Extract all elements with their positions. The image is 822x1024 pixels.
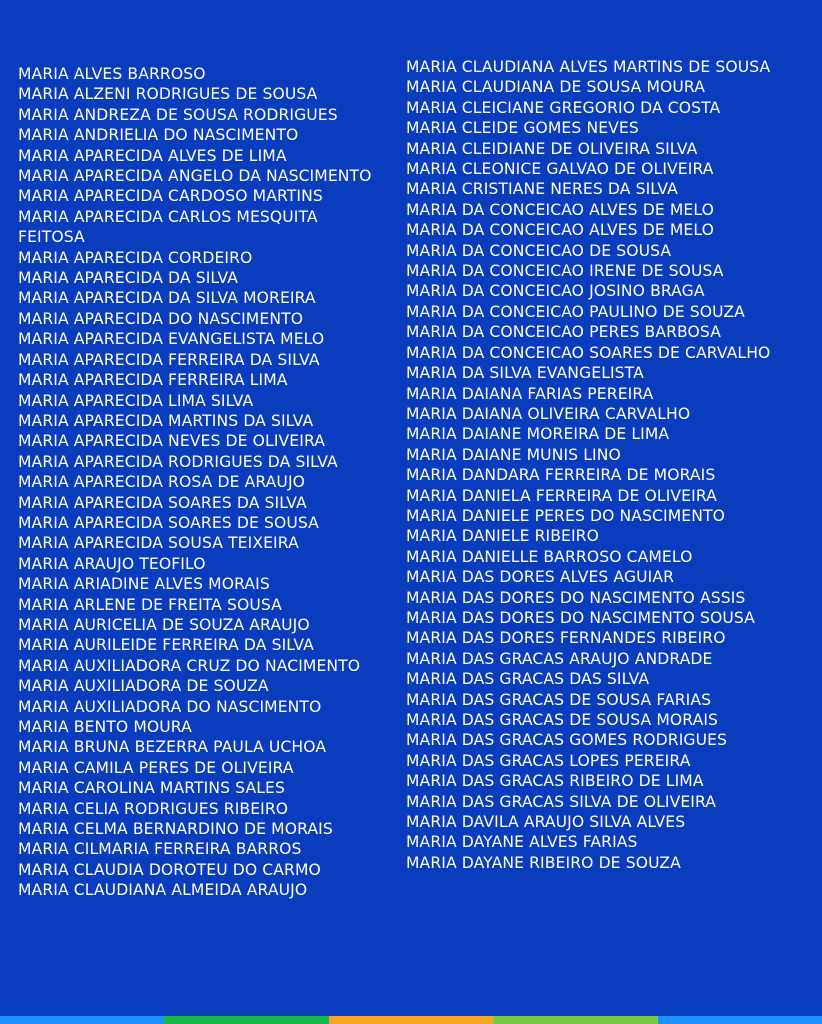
name-list-item: MARIA APARECIDA EVANGELISTA MELO — [18, 330, 325, 349]
name-list-item: MARIA DAVILA ARAUJO SILVA ALVES — [406, 813, 686, 832]
name-list-item: MARIA APARECIDA ROSA DE ARAUJO — [18, 473, 306, 492]
name-list-item: MARIA APARECIDA SOARES DA SILVA — [18, 493, 307, 512]
name-list-item: MARIA DANDARA FERREIRA DE MORAIS — [406, 466, 716, 485]
name-list-item: MARIA DA CONCEICAO SOARES DE CARVALHO — [406, 343, 771, 362]
name-list-item: MARIA BRUNA BEZERRA PAULA UCHOA — [18, 738, 327, 757]
name-list-item: MARIA CLEONICE GALVAO DE OLIVEIRA — [406, 160, 714, 179]
name-list-item: MARIA ALVES BARROSO — [18, 65, 206, 83]
name-list-item: MARIA APARECIDA LIMA SILVA — [18, 391, 254, 410]
name-list-item: MARIA CLAUDIANA ALMEIDA ARAUJO — [18, 881, 308, 900]
name-list-item: MARIA AUXILIADORA CRUZ DO NACIMENTO — [18, 656, 361, 675]
name-list-item: MARIA DAYANE RIBEIRO DE SOUZA — [406, 853, 681, 872]
name-list-item: MARIA DAIANE MUNIS LINO — [406, 445, 621, 464]
name-list-item: MARIA DAS GRACAS DE SOUSA MORAIS — [406, 711, 719, 729]
name-list-item: MARIA DAS GRACAS LOPES PEREIRA — [406, 751, 691, 770]
name-list-item: MARIA AURICELIA DE SOUZA ARAUJO — [18, 615, 310, 634]
name-list-item: MARIA CAROLINA MARTINS SALES — [18, 779, 285, 798]
name-list-item: MARIA DA CONCEICAO PAULINO DE SOUZA — [406, 302, 745, 321]
name-list-item: MARIA ARLENE DE FREITA SOUSA — [18, 595, 282, 614]
name-list-item: MARIA APARECIDA NEVES DE OLIVEIRA — [18, 432, 326, 451]
name-list-item: MARIA ARAUJO TEOFILO — [18, 554, 206, 573]
name-list-item: MARIA DA SILVA EVANGELISTA — [406, 364, 644, 383]
name-list-item: MARIA APARECIDA CARDOSO MARTINS — [18, 187, 323, 206]
name-list-item: MARIA APARECIDA DA SILVA — [18, 269, 239, 288]
name-list-item: MARIA AURILEIDE FERREIRA DA SILVA — [18, 636, 314, 655]
name-list-item: MARIA APARECIDA CORDEIRO — [18, 248, 253, 267]
name-list-item: MARIA APARECIDA MARTINS DA SILVA — [18, 411, 314, 430]
name-list-item: MARIA DAS DORES FERNANDES RIBEIRO — [406, 629, 726, 648]
name-list-item: MARIA DAS DORES ALVES AGUIAR — [406, 568, 675, 587]
name-list-item: MARIA APARECIDA CARLOS MESQUITA FEITOSA — [18, 207, 318, 247]
name-list-item: MARIA ANDRIELIA DO NASCIMENTO — [18, 126, 299, 145]
name-list-item: MARIA DA CONCEICAO JOSINO BRAGA — [406, 282, 705, 301]
name-list-item: MARIA CLAUDIA DOROTEU DO CARMO — [18, 860, 321, 879]
names-column-right — [406, 57, 806, 873]
name-list-item: MARIA DA CONCEICAO ALVES DE MELO — [406, 221, 714, 240]
name-list-item: MARIA CLEIDE GOMES NEVES — [406, 119, 639, 138]
name-list-item: MARIA BENTO MOURA — [18, 718, 192, 736]
name-list-item: MARIA CILMARIA FERREIRA BARROS — [18, 840, 302, 859]
name-list-item: MARIA APARECIDA FERREIRA DA SILVA — [18, 350, 320, 369]
name-list-item: MARIA CAMILA PERES DE OLIVEIRA — [18, 758, 294, 777]
name-list-item: MARIA CELMA BERNARDINO DE MORAIS — [18, 820, 333, 839]
names-column-left — [18, 64, 398, 901]
name-list-item: MARIA APARECIDA RODRIGUES DA SILVA — [18, 452, 338, 471]
name-list-item: MARIA DAIANA OLIVEIRA CARVALHO — [406, 404, 691, 423]
name-list-item: MARIA DANIELA FERREIRA DE OLIVEIRA — [406, 486, 717, 505]
stripe-segment — [658, 1016, 822, 1024]
name-list-item: MARIA APARECIDA DA SILVA MOREIRA — [18, 289, 316, 308]
name-list-item: MARIA CLEIDIANE DE OLIVEIRA SILVA — [406, 139, 698, 158]
name-list-item: MARIA DAIANE MOREIRA DE LIMA — [406, 425, 670, 444]
name-list-item: MARIA DAS GRACAS GOMES RODRIGUES — [406, 731, 728, 750]
name-list-item: MARIA AUXILIADORA DE SOUZA — [18, 677, 269, 696]
name-list-item: MARIA DANIELLE BARROSO CAMELO — [406, 547, 693, 566]
footer-color-stripe — [0, 1016, 822, 1024]
name-list-item: MARIA DA CONCEICAO PERES BARBOSA — [406, 323, 721, 342]
name-list-item: MARIA DAIANA FARIAS PEREIRA — [406, 384, 654, 403]
name-list-item: MARIA DA CONCEICAO DE SOUSA — [406, 241, 672, 260]
name-list-item: MARIA APARECIDA FERREIRA LIMA — [18, 371, 288, 390]
name-list-item: MARIA APARECIDA SOARES DE SOUSA — [18, 513, 319, 532]
name-list-item: MARIA DANIELE RIBEIRO — [406, 527, 599, 546]
name-list-item: MARIA DAS GRACAS DE SOUSA FARIAS — [406, 690, 712, 709]
name-list-item: MARIA DAS DORES DO NASCIMENTO ASSIS — [406, 588, 746, 607]
name-list-item: MARIA APARECIDA ANGELO DA NASCIMENTO — [18, 167, 372, 186]
name-list-item: MARIA DA CONCEICAO ALVES DE MELO — [406, 200, 714, 219]
name-list-item: MARIA DA CONCEICAO IRENE DE SOUSA — [406, 262, 724, 281]
name-list-item: MARIA APARECIDA ALVES DE LIMA — [18, 146, 287, 165]
name-list-item: MARIA DAS DORES DO NASCIMENTO SOUSA — [406, 608, 755, 627]
name-list-item: MARIA DAS GRACAS ARAUJO ANDRADE — [406, 649, 713, 668]
name-list-item: MARIA DAS GRACAS DAS SILVA — [406, 670, 650, 689]
stripe-segment — [164, 1016, 328, 1024]
stripe-segment — [493, 1016, 657, 1024]
name-list-item: MARIA APARECIDA SOUSA TEIXEIRA — [18, 534, 299, 553]
name-list-item: MARIA DAS GRACAS RIBEIRO DE LIMA — [406, 772, 704, 791]
name-list-item: MARIA CLAUDIANA ALVES MARTINS DE SOUSA — [406, 58, 771, 76]
name-list-item: MARIA DAS GRACAS SILVA DE OLIVEIRA — [406, 792, 717, 811]
name-list-item: MARIA CLAUDIANA DE SOUSA MOURA — [406, 78, 705, 97]
name-list-item: MARIA CRISTIANE NERES DA SILVA — [406, 180, 678, 199]
name-list-item: MARIA DANIELE PERES DO NASCIMENTO — [406, 506, 726, 525]
name-list-item: MARIA CELIA RODRIGUES RIBEIRO — [18, 799, 289, 818]
name-list-item: MARIA APARECIDA DO NASCIMENTO — [18, 309, 304, 328]
name-list-item: MARIA CLEICIANE GREGORIO DA COSTA — [406, 98, 721, 117]
stripe-segment — [329, 1016, 493, 1024]
name-list-item: MARIA ARIADINE ALVES MORAIS — [18, 575, 270, 594]
name-list-item: MARIA DAYANE ALVES FARIAS — [406, 833, 638, 852]
name-list-item: MARIA AUXILIADORA DO NASCIMENTO — [18, 697, 322, 716]
stripe-segment — [0, 1016, 164, 1024]
name-list-item: MARIA ALZENI RODRIGUES DE SOUSA — [18, 85, 318, 104]
name-list-item: MARIA ANDREZA DE SOUSA RODRIGUES — [18, 105, 338, 124]
